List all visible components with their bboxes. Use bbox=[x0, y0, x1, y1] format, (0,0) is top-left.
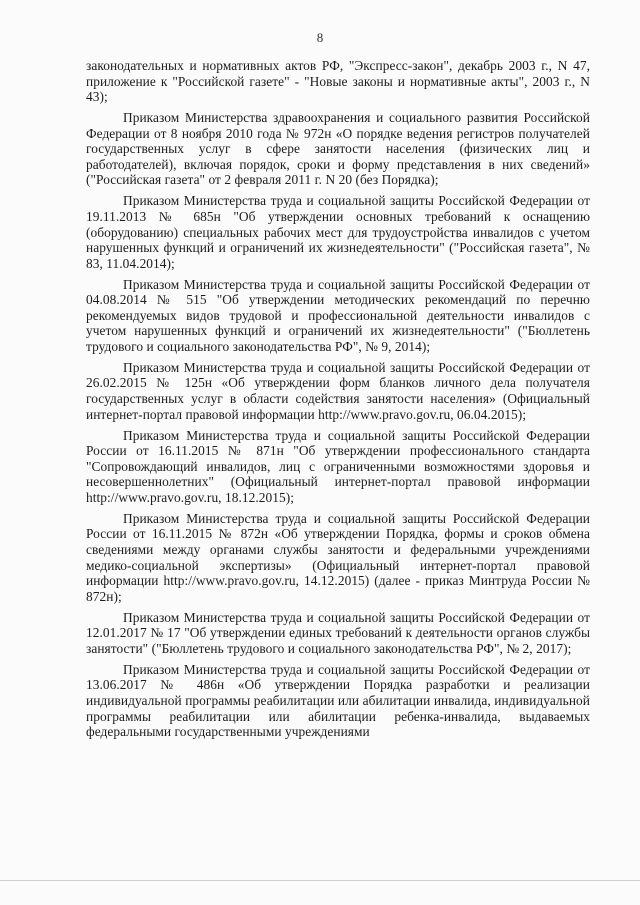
paragraph-order-972n: Приказом Министерства здравоохранения и социального развития Российской Федерации от 8 ноября 2010 года № 972н «О порядке ведения регистров получателей государственных услуг в сфере занятости населения (физических лиц и работодателей), включая порядок, сроки и форму представления в них сведений» ("Российская газета" от 2 февраля 2011 г. N 20 (без Порядка); bbox=[86, 110, 590, 188]
paragraph-order-486n: Приказом Министерства труда и социальной защиты Российской Федерации от 13.06.2017 № 486н «Об утверждении Порядка разработки и реализации индивидуальной программы реабилитации или абилитации инвалида, индивидуальной программы реабилитации или абилитации ребенка-инвалида, выдаваемых федеральными государственными учреждениями bbox=[86, 661, 590, 740]
paragraph-order-685n: Приказом Министерства труда и социальной защиты Российской Федерации от 19.11.2013 № 685н "Об утверждении основных требований к оснащению (оборудованию) специальных рабочих мест для трудоустройства инвалидов с учетом нарушенных функций и ограничений их жизнедеятельности" ("Российская газета", № 83, 11.04.2014); bbox=[86, 193, 590, 271]
paragraph-order-515: Приказом Министерства труда и социальной защиты Российской Федерации от 04.08.2014 № 515 "Об утверждении методических рекомендаций по перечню рекомендуемых видов трудовой и профессиональной деятельности инвалидов с учетом нарушенных функций и ограничений их жизнедеятельности" ("Бюллетень трудового и социального законодательства РФ", № 9, 2014); bbox=[86, 276, 590, 354]
scan-bottom-edge bbox=[0, 880, 640, 881]
paragraph-continuation: законодательных и нормативных актов РФ, "Экспресс-закон", декабрь 2003 г., N 47, приложение к "Российской газете" - "Новые законы и нормативные акты", 2003 г., N 43); bbox=[86, 58, 590, 105]
paragraph-order-872n: Приказом Министерства труда и социальной защиты Российской Федерации России от 16.11.2015 № 872н «Об утверждении Порядка, формы и сроков обмена сведениями между органами службы занятости и федеральными учреждениями медико-социальной экспертизы» (Официальный интернет-портал правовой информации http://www.pravo.gov.ru, 14.12.2015) (далее - приказ Минтруда России № 872н); bbox=[86, 510, 590, 604]
page-number: 8 bbox=[316, 30, 324, 45]
paragraph-order-17: Приказом Министерства труда и социальной защиты Российской Федерации от 12.01.2017 № 17 "Об утверждении единых требований к деятельности органов службы занятости" ("Бюллетень трудового и социального законодательства РФ", № 2, 2017); bbox=[86, 609, 590, 656]
paragraph-order-871n: Приказом Министерства труда и социальной защиты Российской Федерации России от 16.11.2015 № 871н "Об утверждении профессионального стандарта "Сопровождающий инвалидов, лиц с ограниченными возможностями здоровья и несовершеннолетних" (Официальный интернет-портал правовой информации http://www.pravo.gov.ru, 18.12.2015); bbox=[86, 427, 590, 505]
paragraph-order-125n: Приказом Министерства труда и социальной защиты Российской Федерации от 26.02.2015 № 125н «Об утверждении форм бланков личного дела получателя государственных услуг в области содействия занятости населения» (Официальный интернет-портал правовой информации http://www.pravo.gov.ru, 06.04.2015); bbox=[86, 359, 590, 422]
document-body bbox=[86, 58, 590, 740]
